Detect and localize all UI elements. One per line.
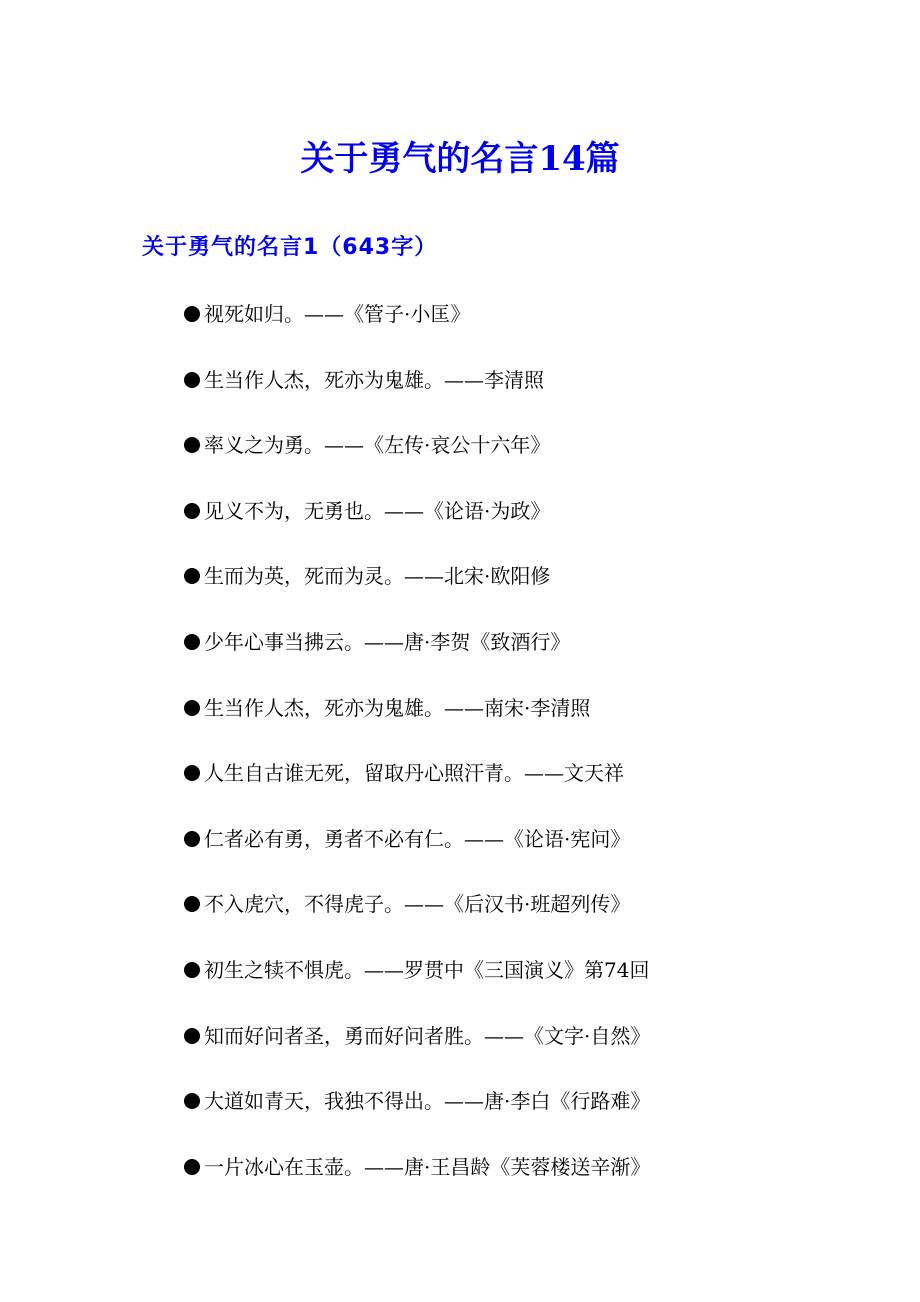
list-item: [184, 1018, 650, 1084]
list-item: [184, 755, 650, 821]
bullet-icon: [184, 700, 200, 716]
list-item: [184, 296, 650, 362]
bullet-icon: [184, 1159, 200, 1175]
quote-text: 生当作人杰，死亦为鬼雄。——李清照: [204, 367, 544, 392]
bullet-icon: [184, 765, 200, 781]
list-item: [184, 690, 650, 756]
list-item: [184, 362, 650, 428]
quote-text: 不入虎穴，不得虎子。——《后汉书·班超列传》: [204, 892, 631, 917]
list-item: [184, 1149, 650, 1215]
bullet-icon: [184, 896, 200, 912]
list-item: [184, 952, 650, 1018]
section-heading: 关于勇气的名言1（643字）: [142, 235, 438, 260]
list-item: [184, 558, 650, 624]
bullet-icon: [184, 503, 200, 519]
bullet-icon: [184, 1093, 200, 1109]
quote-text: 见义不为，无勇也。——《论语·为政》: [204, 498, 551, 523]
list-item: [184, 427, 650, 493]
quote-text: 视死如归。——《管子·小匡》: [204, 302, 471, 326]
quote-text: 知而好问者圣，勇而好问者胜。——《文字·自然》: [204, 1023, 651, 1048]
document-title: 关于勇气的名言14篇: [300, 139, 620, 179]
list-item: [184, 624, 650, 690]
quote-text: 生当作人杰，死亦为鬼雄。——南宋·李清照: [204, 695, 591, 720]
quote-text: 率义之为勇。——《左传·哀公十六年》: [204, 433, 551, 458]
bullet-icon: [184, 437, 200, 453]
quote-text: 生而为英，死而为灵。——北宋·欧阳修: [204, 564, 551, 589]
bullet-icon: [184, 568, 200, 584]
list-item: [184, 821, 650, 887]
quote-list: [184, 296, 650, 1214]
bullet-icon: [184, 1028, 200, 1044]
quote-text: 大道如青天，我独不得出。——唐·李白《行路难》: [204, 1089, 651, 1114]
list-item: [184, 886, 650, 952]
list-item: [184, 493, 650, 559]
quote-text: 少年心事当拂云。——唐·李贺《致酒行》: [204, 629, 571, 654]
quote-text: 仁者必有勇，勇者不必有仁。——《论语·宪问》: [204, 826, 631, 851]
list-item: [184, 1083, 650, 1149]
bullet-icon: [184, 831, 200, 847]
quote-text: 人生自古谁无死，留取丹心照汗青。——文天祥: [204, 761, 624, 786]
bullet-icon: [184, 372, 200, 388]
bullet-icon: [184, 306, 200, 322]
bullet-icon: [184, 962, 200, 978]
quote-text: 一片冰心在玉壶。——唐·王昌龄《芙蓉楼送辛渐》: [204, 1154, 651, 1179]
bullet-icon: [184, 634, 200, 650]
quote-text: 初生之犊不惧虎。——罗贯中《三国演义》第74回: [204, 957, 650, 982]
